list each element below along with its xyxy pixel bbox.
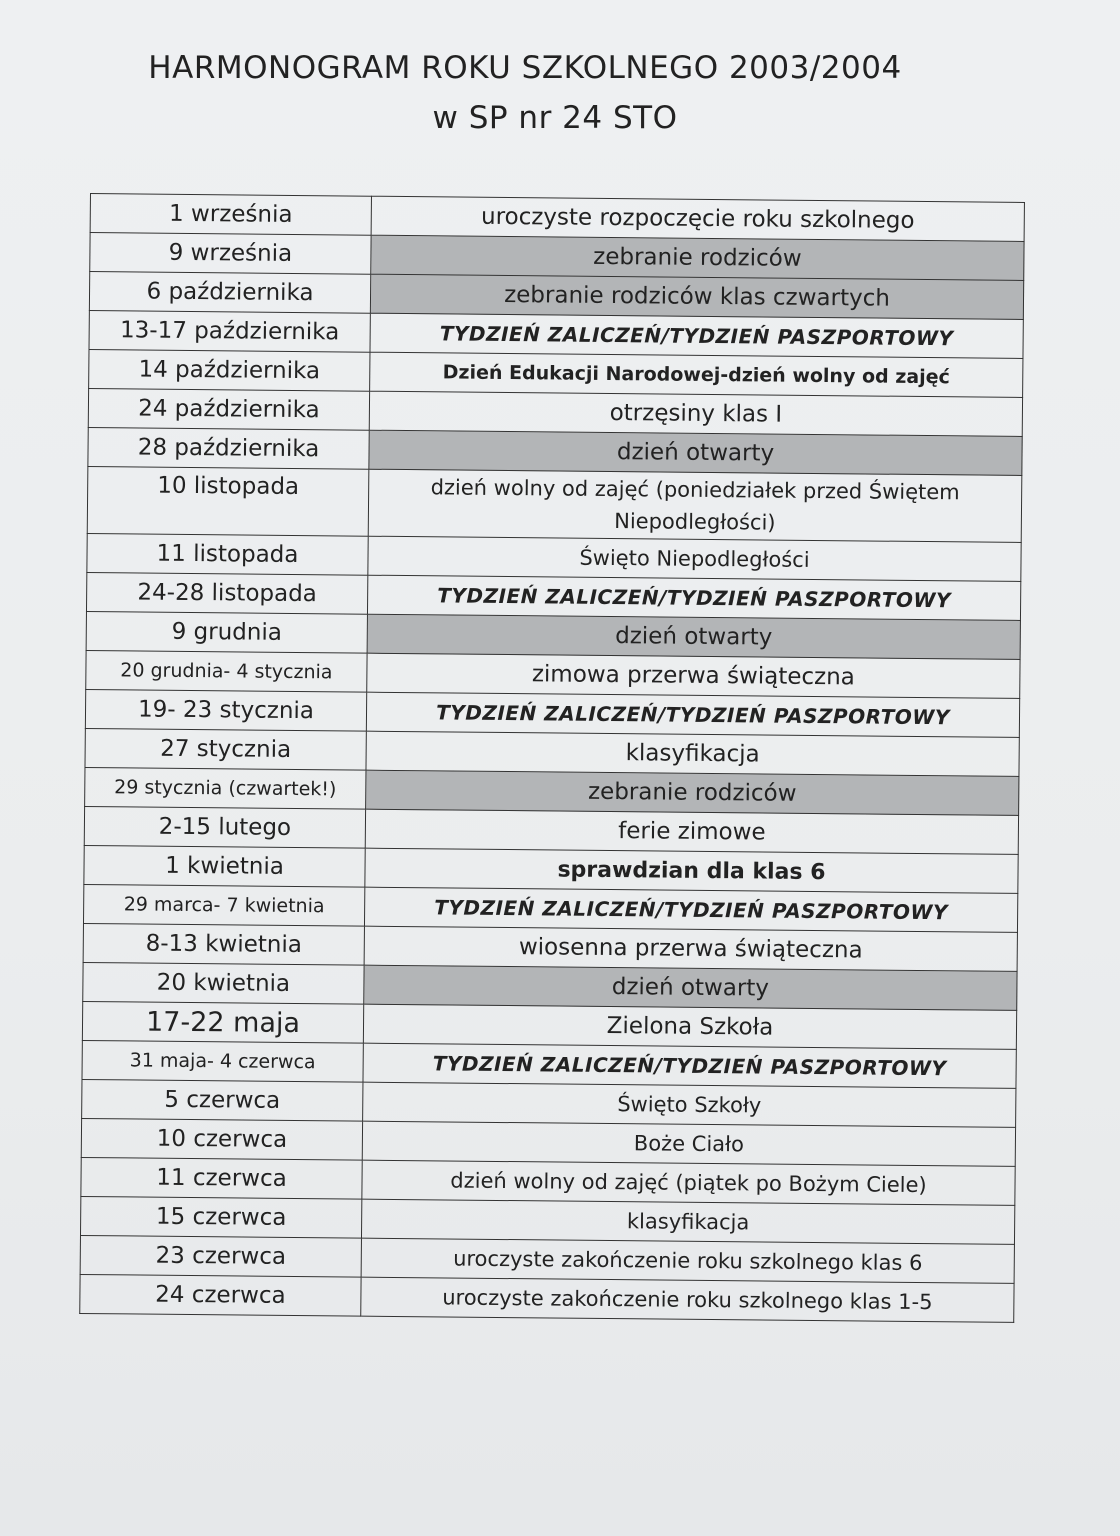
row-event: wiosenna przerwa świąteczna (364, 926, 1017, 971)
row-date: 24 czerwca (80, 1274, 361, 1316)
row-date: 9 grudnia (86, 611, 367, 653)
row-event: uroczyste rozpoczęcie roku szkolnego (371, 196, 1024, 241)
row-date: 11 listopada (87, 533, 368, 575)
row-event: zimowa przerwa świąteczna (367, 653, 1020, 698)
row-event: dzień otwarty (364, 965, 1017, 1010)
row-date: 15 czerwca (80, 1196, 361, 1238)
row-event: TYDZIEŃ ZALICZEŃ/TYDZIEŃ PASZPORTOWY (366, 692, 1019, 737)
row-event: sprawdzian dla klas 6 (365, 848, 1018, 893)
row-event: uroczyste zakończenie roku szkolnego klas 6 (361, 1238, 1014, 1283)
row-event: dzień wolny od zajęć (piątek po Bożym Ciele) (362, 1160, 1015, 1205)
row-date: 13-17 października (89, 310, 370, 352)
row-date: 27 stycznia (85, 728, 366, 770)
schedule-table (79, 193, 1025, 1323)
row-event: dzień wolny od zajęć (poniedziałek przed Świętem Niepodległości) (368, 469, 1022, 542)
row-date: 29 marca- 7 kwietnia (83, 884, 364, 926)
row-date: 28 października (88, 427, 369, 469)
row-date: 14 października (89, 349, 370, 391)
row-event: ferie zimowe (365, 809, 1018, 854)
row-date: 17-22 maja (82, 1001, 363, 1043)
row-event: Dzień Edukacji Narodowej-dzień wolny od zajęć (370, 352, 1023, 397)
row-date: 20 kwietnia (83, 962, 364, 1004)
row-event: TYDZIEŃ ZALICZEŃ/TYDZIEŃ PASZPORTOWY (363, 1043, 1016, 1088)
row-date: 10 czerwca (81, 1118, 362, 1160)
row-event: Zielona Szkoła (363, 1004, 1016, 1049)
row-date: 5 czerwca (82, 1079, 363, 1121)
row-date: 20 grudnia- 4 stycznia (86, 650, 367, 692)
row-date: 11 czerwca (81, 1157, 362, 1199)
row-date: 24 października (88, 388, 369, 430)
row-date: 23 czerwca (80, 1235, 361, 1277)
document-title: HARMONOGRAM ROKU SZKOLNEGO 2003/2004 (148, 50, 902, 86)
document-subtitle: w SP nr 24 STO (432, 100, 678, 136)
row-date: 6 października (89, 272, 370, 314)
row-event: uroczyste zakończenie roku szkolnego klas 1-5 (361, 1277, 1014, 1322)
row-date: 10 listopada (87, 466, 369, 536)
row-event: otrzęsiny klas I (369, 391, 1022, 436)
row-event: Boże Ciało (362, 1121, 1015, 1166)
row-event: zebranie rodziców (366, 770, 1019, 815)
row-event: klasyfikacja (361, 1199, 1014, 1244)
row-event: Święto Niepodległości (368, 536, 1021, 581)
row-event: TYDZIEŃ ZALICZEŃ/TYDZIEŃ PASZPORTOWY (367, 575, 1020, 620)
row-event: dzień otwarty (367, 614, 1020, 659)
row-date: 1 kwietnia (84, 845, 365, 887)
row-date: 1 września (90, 194, 371, 236)
row-event: zebranie rodziców (371, 235, 1024, 280)
row-date: 19- 23 stycznia (85, 689, 366, 731)
row-date: 8-13 kwietnia (83, 923, 364, 965)
row-date: 2-15 lutego (84, 806, 365, 848)
row-event: dzień otwarty (369, 430, 1022, 475)
row-date: 24-28 listopada (86, 572, 367, 614)
row-date: 29 stycznia (czwartek!) (85, 767, 366, 809)
row-event: TYDZIEŃ ZALICZEŃ/TYDZIEŃ PASZPORTOWY (364, 887, 1017, 932)
table-row (87, 466, 1022, 542)
row-event: Święto Szkoły (363, 1082, 1016, 1127)
row-event: zebranie rodziców klas czwartych (370, 274, 1023, 319)
row-date: 31 maja- 4 czerwca (82, 1040, 363, 1082)
row-date: 9 września (90, 233, 371, 275)
row-event: klasyfikacja (366, 731, 1019, 776)
row-event: TYDZIEŃ ZALICZEŃ/TYDZIEŃ PASZPORTOWY (370, 313, 1023, 358)
table-row (80, 1274, 1014, 1322)
